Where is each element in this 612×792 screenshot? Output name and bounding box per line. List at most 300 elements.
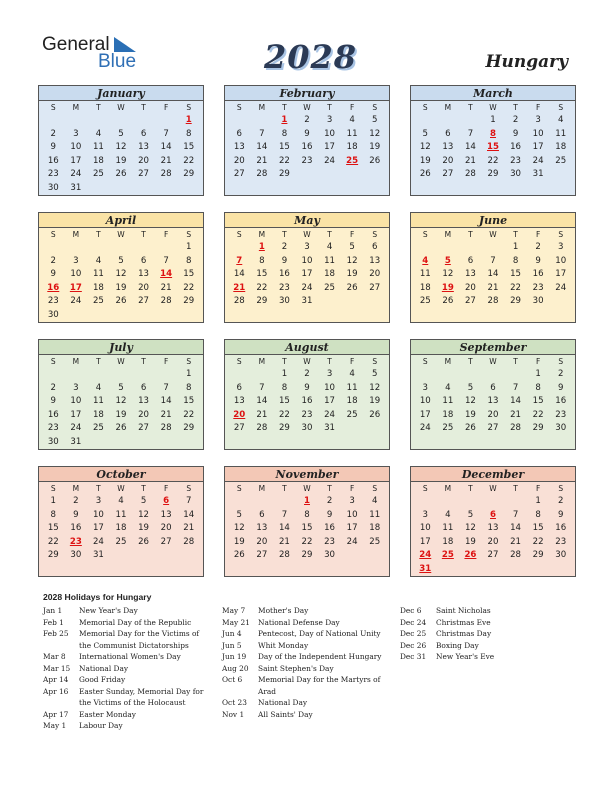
day-cell: 17 xyxy=(419,409,431,420)
day-cell: 9 xyxy=(73,509,79,520)
day-cell: 1 xyxy=(512,242,519,252)
day-cell: 25 xyxy=(324,282,336,293)
holiday-day-cell: 31 xyxy=(419,563,432,574)
day-cell: 14 xyxy=(256,396,268,406)
holiday-entry xyxy=(43,651,211,663)
month-title: November xyxy=(225,467,389,482)
day-cell: 26 xyxy=(464,423,476,433)
day-cell: 3 xyxy=(557,242,564,252)
weekday-label: S xyxy=(558,484,564,493)
month-title: September xyxy=(411,340,575,355)
holidays-title: 2028 Holidays for Hungary xyxy=(43,592,152,602)
day-cell: 10 xyxy=(324,382,336,393)
day-cell: 11 xyxy=(346,128,358,139)
day-cell: 29 xyxy=(487,169,499,179)
day-cell: 24 xyxy=(324,155,336,166)
day-cell: 5 xyxy=(140,496,147,506)
logo-word-general: General xyxy=(42,34,110,55)
weekday-label: S xyxy=(50,357,56,366)
empty-day-cell xyxy=(251,114,274,128)
holiday-entry xyxy=(222,674,390,697)
day-cell: 13 xyxy=(369,255,381,266)
day-cell: 19 xyxy=(233,536,245,547)
day-cell: 11 xyxy=(555,128,567,139)
day-cell: 24 xyxy=(555,282,567,293)
day-cell: 3 xyxy=(326,369,333,379)
day-cell: 27 xyxy=(464,296,476,306)
day-cell: 22 xyxy=(183,282,195,293)
day-cell: 7 xyxy=(163,255,169,266)
weekday-label: W xyxy=(303,103,311,112)
day-cell: 26 xyxy=(115,423,127,433)
day-cell: 13 xyxy=(256,523,268,533)
day-cell: 21 xyxy=(160,282,172,293)
month-october xyxy=(38,466,204,577)
day-cell: 17 xyxy=(419,536,431,547)
weekday-label: S xyxy=(236,484,242,493)
day-cell: 14 xyxy=(487,269,499,279)
holiday-name: Whit Monday xyxy=(258,640,309,650)
day-cell: 5 xyxy=(371,369,378,379)
day-cell: 1 xyxy=(50,496,57,506)
weekday-label: W xyxy=(303,357,311,366)
empty-day-cell xyxy=(65,368,88,382)
day-cell: 8 xyxy=(185,255,192,266)
month-september xyxy=(410,339,576,450)
day-cell: 12 xyxy=(464,523,476,533)
day-cell: 14 xyxy=(278,523,290,533)
day-cell: 13 xyxy=(464,269,476,279)
day-cell: 25 xyxy=(92,423,104,433)
day-cell: 29 xyxy=(183,423,195,433)
empty-day-cell xyxy=(482,368,505,382)
day-cell: 23 xyxy=(324,536,336,547)
day-cell: 29 xyxy=(47,550,59,560)
day-cell: 4 xyxy=(118,496,124,506)
month-july xyxy=(38,339,204,450)
day-cell: 21 xyxy=(256,155,268,166)
day-cell: 9 xyxy=(557,509,564,520)
day-cell: 15 xyxy=(301,523,313,533)
day-cell: 27 xyxy=(256,550,268,560)
day-cell: 15 xyxy=(278,396,290,406)
day-cell: 31 xyxy=(301,296,313,306)
day-cell: 19 xyxy=(115,409,127,420)
weekday-label: F xyxy=(349,103,355,112)
day-cell: 30 xyxy=(70,550,82,560)
day-cell: 2 xyxy=(73,496,79,506)
day-cell: 22 xyxy=(301,536,313,547)
day-cell: 14 xyxy=(160,396,172,406)
holiday-column xyxy=(400,605,520,663)
day-cell: 26 xyxy=(115,169,127,179)
holiday-column xyxy=(222,605,390,720)
day-cell: 17 xyxy=(70,409,82,420)
holiday-entry xyxy=(222,640,390,652)
weekday-label: F xyxy=(349,357,355,366)
day-cell: 10 xyxy=(324,128,336,139)
day-cell: 15 xyxy=(256,269,268,279)
day-cell: 28 xyxy=(464,169,476,179)
day-cell: 16 xyxy=(555,396,567,406)
holiday-entry xyxy=(43,709,211,721)
month-january xyxy=(38,85,204,196)
day-cell: 6 xyxy=(467,255,474,266)
day-cell: 15 xyxy=(278,142,290,152)
weekday-label: T xyxy=(468,230,473,239)
day-cell: 16 xyxy=(301,142,313,152)
day-cell: 7 xyxy=(163,382,169,393)
empty-day-cell xyxy=(228,495,251,509)
day-cell: 28 xyxy=(278,550,290,560)
empty-day-cell xyxy=(437,495,460,509)
holiday-entry xyxy=(400,651,520,663)
weekday-label: T xyxy=(327,484,332,493)
day-cell: 2 xyxy=(557,496,564,506)
weekday-label: S xyxy=(422,357,428,366)
weekday-label: T xyxy=(96,230,101,239)
day-cell: 4 xyxy=(95,128,102,139)
weekday-label: S xyxy=(186,357,192,366)
day-cell: 12 xyxy=(419,142,431,152)
day-cell: 2 xyxy=(326,496,333,506)
empty-day-cell xyxy=(155,114,178,128)
day-cell: 19 xyxy=(138,523,150,533)
weekday-label: W xyxy=(117,103,125,112)
weekday-label: S xyxy=(558,103,564,112)
day-cell: 28 xyxy=(256,169,268,179)
day-cell: 3 xyxy=(422,382,429,393)
day-cell: 4 xyxy=(557,115,564,125)
month-may xyxy=(224,212,390,323)
weekday-label: S xyxy=(372,230,378,239)
day-cell: 19 xyxy=(115,282,127,293)
holiday-name: Christmas Day xyxy=(436,629,492,638)
day-cell: 11 xyxy=(346,382,358,393)
weekday-label: W xyxy=(303,484,311,493)
weekday-label: T xyxy=(96,103,101,112)
holiday-day-cell: 15 xyxy=(487,142,499,152)
weekday-label: M xyxy=(444,484,452,493)
day-cell: 7 xyxy=(512,382,519,393)
day-cell: 13 xyxy=(487,396,499,406)
day-cell: 2 xyxy=(535,242,541,252)
day-cell: 12 xyxy=(233,523,245,533)
weekday-label: T xyxy=(468,484,473,493)
holiday-entry xyxy=(222,651,390,663)
day-cell: 12 xyxy=(442,269,454,279)
holiday-name: Memorial Day of the Republic xyxy=(79,617,192,627)
holiday-name: New Year's Day xyxy=(79,606,138,615)
day-cell: 8 xyxy=(535,382,541,393)
weekday-label: W xyxy=(489,103,497,112)
empty-day-cell xyxy=(273,495,296,509)
day-cell: 20 xyxy=(369,269,381,279)
month-days-grid xyxy=(225,355,389,436)
holiday-entry xyxy=(222,605,390,617)
holiday-entry xyxy=(400,640,520,652)
weekday-label: T xyxy=(468,357,473,366)
day-cell: 5 xyxy=(371,115,378,125)
holiday-date: Jun 5 xyxy=(222,640,242,650)
day-cell: 10 xyxy=(70,396,82,406)
holiday-day-cell: 17 xyxy=(69,282,82,293)
day-cell: 12 xyxy=(346,255,358,266)
holiday-day-cell: 24 xyxy=(419,550,432,560)
day-cell: 11 xyxy=(92,269,104,279)
day-cell: 12 xyxy=(138,509,150,520)
empty-day-cell xyxy=(504,368,527,382)
day-cell: 9 xyxy=(50,396,57,406)
empty-day-cell xyxy=(459,495,482,509)
holiday-name: Christmas Eve xyxy=(436,617,491,627)
day-cell: 20 xyxy=(487,536,499,547)
month-title: August xyxy=(225,340,389,355)
holiday-day-cell: 16 xyxy=(47,282,60,293)
day-cell: 14 xyxy=(160,142,172,152)
day-cell: 15 xyxy=(510,269,522,279)
day-cell: 13 xyxy=(160,509,172,520)
holiday-entry xyxy=(43,674,211,686)
day-cell: 19 xyxy=(346,269,358,279)
day-cell: 18 xyxy=(419,282,431,293)
empty-day-cell xyxy=(459,114,482,128)
day-cell: 21 xyxy=(278,536,290,547)
day-cell: 3 xyxy=(422,509,429,520)
day-cell: 19 xyxy=(369,396,381,406)
day-cell: 2 xyxy=(50,255,57,266)
day-cell: 6 xyxy=(445,128,451,139)
day-cell: 20 xyxy=(233,155,245,166)
day-cell: 17 xyxy=(346,523,358,533)
day-cell: 28 xyxy=(256,423,268,433)
day-cell: 2 xyxy=(557,369,564,379)
month-days-grid xyxy=(411,355,575,436)
month-title: June xyxy=(411,213,575,228)
day-cell: 24 xyxy=(92,536,104,547)
weekday-label: S xyxy=(186,484,192,493)
day-cell: 11 xyxy=(442,523,454,533)
day-cell: 18 xyxy=(92,282,104,293)
day-cell: 22 xyxy=(183,409,195,420)
day-cell: 26 xyxy=(115,296,127,306)
day-cell: 27 xyxy=(138,169,150,179)
holiday-name: Saint Stephen's Day xyxy=(258,663,334,673)
weekday-label: F xyxy=(163,357,169,366)
holiday-date: Feb 1 xyxy=(43,617,64,627)
day-cell: 6 xyxy=(259,509,265,520)
day-cell: 22 xyxy=(47,536,59,547)
day-cell: 19 xyxy=(115,155,127,166)
day-cell: 14 xyxy=(233,269,245,279)
day-cell: 23 xyxy=(47,169,59,179)
day-cell: 19 xyxy=(419,155,431,166)
holiday-entry xyxy=(400,628,520,640)
day-cell: 30 xyxy=(324,550,336,560)
holiday-entry xyxy=(222,697,390,709)
day-cell: 3 xyxy=(95,496,102,506)
day-cell: 22 xyxy=(256,282,268,293)
day-cell: 28 xyxy=(487,296,499,306)
holiday-day-cell: 25 xyxy=(441,550,454,560)
day-cell: 18 xyxy=(92,409,104,420)
country-name: Hungary xyxy=(485,52,568,72)
holiday-day-cell: 8 xyxy=(490,128,496,139)
day-cell: 26 xyxy=(369,409,381,420)
holiday-entry xyxy=(43,617,211,629)
day-cell: 14 xyxy=(256,142,268,152)
holiday-entry xyxy=(222,617,390,629)
day-cell: 8 xyxy=(512,255,519,266)
holiday-entry xyxy=(400,605,520,617)
day-cell: 25 xyxy=(92,296,104,306)
weekday-label: T xyxy=(141,357,146,366)
day-cell: 8 xyxy=(281,128,288,139)
weekday-label: T xyxy=(96,357,101,366)
day-cell: 14 xyxy=(510,523,522,533)
holiday-date: Nov 1 xyxy=(222,709,245,719)
day-cell: 16 xyxy=(47,409,59,420)
day-cell: 23 xyxy=(555,409,567,420)
day-cell: 19 xyxy=(369,142,381,152)
empty-day-cell xyxy=(42,114,65,128)
empty-day-cell xyxy=(251,495,274,509)
holiday-date: Apr 17 xyxy=(43,709,69,719)
day-cell: 22 xyxy=(487,155,499,166)
day-cell: 1 xyxy=(281,369,288,379)
day-cell: 30 xyxy=(555,550,567,560)
day-cell: 11 xyxy=(92,396,104,406)
day-cell: 16 xyxy=(510,142,522,152)
empty-day-cell xyxy=(504,495,527,509)
month-days-grid xyxy=(225,482,389,563)
weekday-label: M xyxy=(258,357,266,366)
day-cell: 23 xyxy=(47,423,59,433)
weekday-label: S xyxy=(558,357,564,366)
day-cell: 20 xyxy=(464,282,476,293)
month-days-grid xyxy=(225,101,389,182)
holiday-name: Memorial Day for the Martyrs of Arad xyxy=(258,675,381,696)
day-cell: 5 xyxy=(236,509,243,520)
holiday-entry xyxy=(43,720,211,732)
day-cell: 21 xyxy=(464,155,476,166)
day-cell: 25 xyxy=(442,423,454,433)
day-cell: 29 xyxy=(301,550,313,560)
day-cell: 7 xyxy=(259,382,265,393)
weekday-label: F xyxy=(535,230,541,239)
day-cell: 9 xyxy=(512,128,519,139)
weekday-label: S xyxy=(50,230,56,239)
empty-day-cell xyxy=(459,368,482,382)
day-cell: 29 xyxy=(532,423,544,433)
month-march xyxy=(410,85,576,196)
day-cell: 23 xyxy=(510,155,522,166)
day-cell: 24 xyxy=(70,169,82,179)
day-cell: 6 xyxy=(490,382,496,393)
day-cell: 26 xyxy=(138,536,150,547)
weekday-label: S xyxy=(236,357,242,366)
day-cell: 5 xyxy=(118,255,124,266)
day-cell: 31 xyxy=(70,436,82,447)
day-cell: 10 xyxy=(70,269,82,279)
day-cell: 13 xyxy=(138,396,150,406)
day-cell: 5 xyxy=(118,382,124,393)
weekday-label: F xyxy=(163,230,169,239)
day-cell: 28 xyxy=(510,423,522,433)
day-cell: 27 xyxy=(487,550,499,560)
day-cell: 25 xyxy=(92,169,104,179)
holiday-name: National Defense Day xyxy=(258,617,340,627)
holiday-column xyxy=(43,605,211,732)
day-cell: 3 xyxy=(304,242,310,252)
day-cell: 17 xyxy=(555,269,567,279)
day-cell: 7 xyxy=(259,128,265,139)
month-november xyxy=(224,466,390,577)
holiday-name: National Day xyxy=(79,663,129,673)
holiday-date: Dec 25 xyxy=(400,629,427,638)
month-february xyxy=(224,85,390,196)
day-cell: 9 xyxy=(50,269,57,279)
holiday-name: Labour Day xyxy=(79,721,123,730)
weekday-label: S xyxy=(372,484,378,493)
holiday-date: May 1 xyxy=(43,721,67,730)
day-cell: 31 xyxy=(92,550,104,560)
empty-day-cell xyxy=(155,368,178,382)
day-cell: 14 xyxy=(464,142,476,152)
day-cell: 24 xyxy=(324,409,336,420)
holiday-day-cell: 21 xyxy=(233,282,246,293)
day-cell: 11 xyxy=(324,255,336,266)
weekday-label: F xyxy=(535,103,541,112)
day-cell: 10 xyxy=(346,509,358,520)
day-cell: 31 xyxy=(532,169,544,179)
day-cell: 27 xyxy=(160,536,172,547)
day-cell: 20 xyxy=(138,282,150,293)
weekday-label: S xyxy=(422,230,428,239)
day-cell: 2 xyxy=(50,382,57,393)
weekday-label: T xyxy=(327,230,332,239)
weekday-label: T xyxy=(327,357,332,366)
day-cell: 30 xyxy=(47,309,59,320)
day-cell: 30 xyxy=(47,436,59,447)
day-cell: 22 xyxy=(532,536,544,547)
day-cell: 26 xyxy=(419,169,431,179)
day-cell: 20 xyxy=(160,523,172,533)
day-cell: 13 xyxy=(138,269,150,279)
day-cell: 4 xyxy=(349,115,355,125)
month-days-grid xyxy=(39,228,203,322)
day-cell: 4 xyxy=(95,382,102,393)
holiday-date: Aug 20 xyxy=(222,663,249,673)
weekday-label: S xyxy=(186,230,192,239)
weekday-label: M xyxy=(444,103,452,112)
day-cell: 7 xyxy=(163,128,169,139)
day-cell: 24 xyxy=(301,282,313,293)
empty-day-cell xyxy=(87,114,110,128)
day-cell: 12 xyxy=(115,396,127,406)
holiday-date: Dec 6 xyxy=(400,606,422,615)
holiday-entry xyxy=(43,605,211,617)
day-cell: 9 xyxy=(304,128,310,139)
day-cell: 13 xyxy=(487,523,499,533)
day-cell: 8 xyxy=(535,509,541,520)
day-cell: 19 xyxy=(464,536,476,547)
day-cell: 20 xyxy=(138,409,150,420)
day-cell: 31 xyxy=(70,182,82,193)
weekday-label: S xyxy=(50,103,56,112)
day-cell: 21 xyxy=(160,409,172,420)
day-cell: 21 xyxy=(487,282,499,293)
